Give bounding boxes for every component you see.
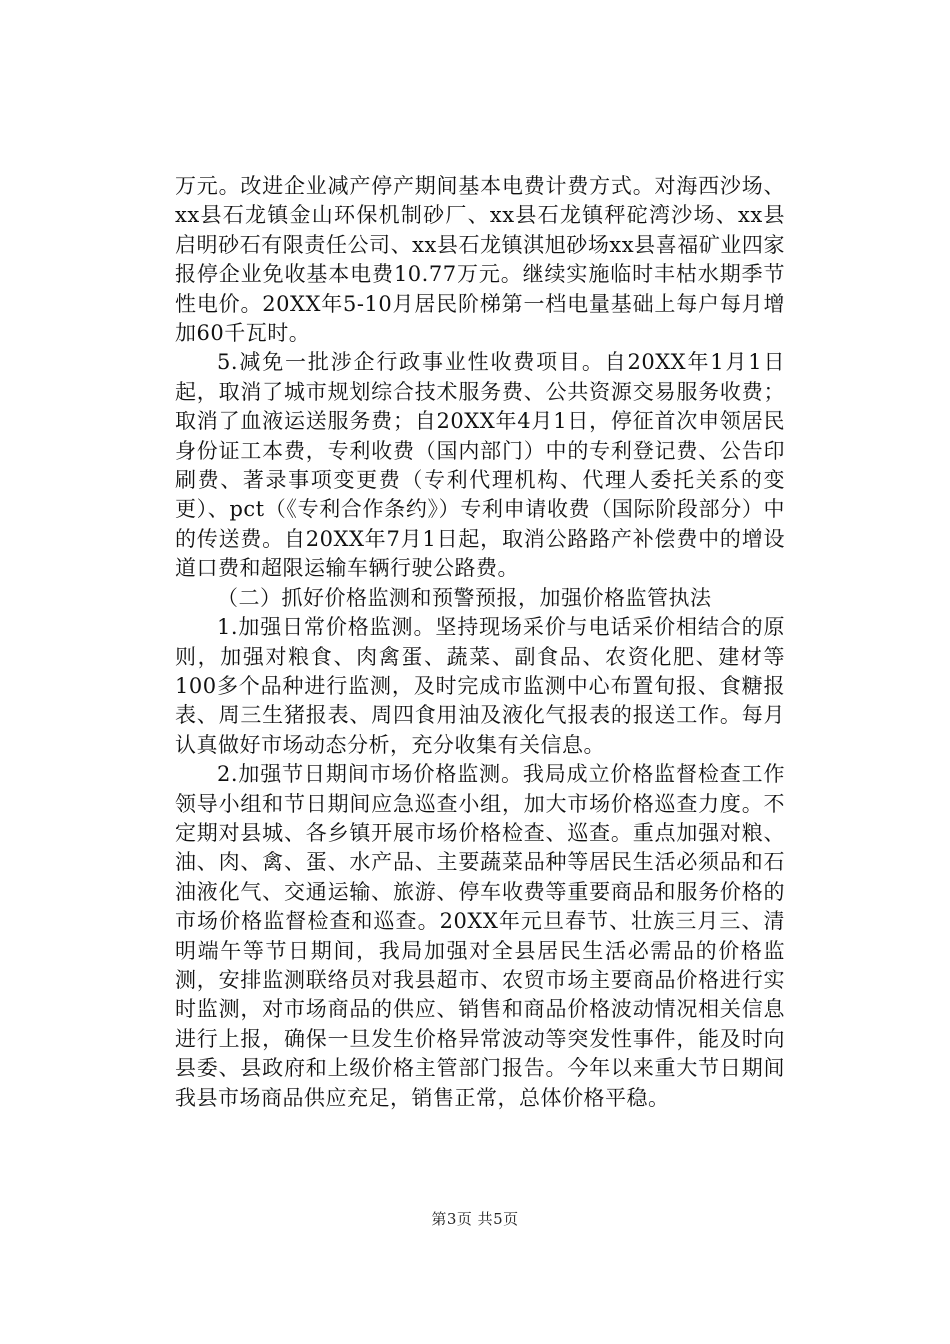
paragraph-continuation: 万元。改进企业减产停产期间基本电费计费方式。对海西沙场、xx县石龙镇金山环保机制砂厂、xx县石龙镇秤砣湾沙场、xx县启明砂石有限责任公司、xx县石龙镇淇旭砂场xx县喜福矿业四家报停企业免收基本电费10.77万元。继续实施临时丰枯水期季节性电价。20XX年5-10月居民阶梯第一档电量基础上每户每月增加60千瓦时。 bbox=[175, 174, 785, 346]
paragraph-item-1: 1.加强日常价格监测。坚持现场采价与电话采价相结合的原则，加强对粮食、肉禽蛋、蔬菜、副食品、农资化肥、建材等100多个品种进行监测，及时完成市监测中心布置旬报、食糖报表、周三生猪报表、周四食用油及液化气报表的报送工作。每月认真做好市场动态分析，充分收集有关信息。 bbox=[175, 615, 785, 757]
document-body bbox=[175, 172, 785, 1113]
page-footer bbox=[0, 1208, 950, 1229]
paragraph-item-5: 5.减免一批涉企行政事业性收费项目。自20XX年1月1日起，取消了城市规划综合技术服务费、公共资源交易服务收费；取消了血液运送服务费；自20XX年4月1日，停征首次申领居民身份证工本费，专利收费（国内部门）中的专利登记费、公告印刷费、著录事项变更费（专利代理机构、代理人委托关系的变更）、pct（《专利合作条约》）专利申请收费（国际阶段部分）中的传送费。自20XX年7月1日起，取消公路路产补偿费中的增设道口费和超限运输车辆行驶公路费。 bbox=[175, 350, 785, 581]
section-heading: （二）抓好价格监测和预警预报，加强价格监管执法 bbox=[217, 585, 712, 610]
paragraph-item-2: 2.加强节日期间市场价格监测。我局成立价格监督检查工作领导小组和节日期间应急巡查小组，加大市场价格巡查力度。不定期对县城、各乡镇开展市场价格检查、巡查。重点加强对粮、油、肉、禽、蛋、水产品、主要蔬菜品种等居民生活必须品和石油液化气、交通运输、旅游、停车收费等重要商品和服务价格的市场价格监督检查和巡查。20XX年元旦春节、壮族三月三、清明端午等节日期间，我局加强对全县居民生活必需品的价格监测，安排监测联络员对我县超市、农贸市场主要商品价格进行实时监测，对市场商品的供应、销售和商品价格波动情况相关信息进行上报，确保一旦发生价格异常波动等突发性事件，能及时向县委、县政府和上级价格主管部门报告。今年以来重大节日期间我县市场商品供应充足，销售正常，总体价格平稳。 bbox=[175, 762, 785, 1110]
page-number: 第3页 共5页 bbox=[431, 1210, 519, 1228]
